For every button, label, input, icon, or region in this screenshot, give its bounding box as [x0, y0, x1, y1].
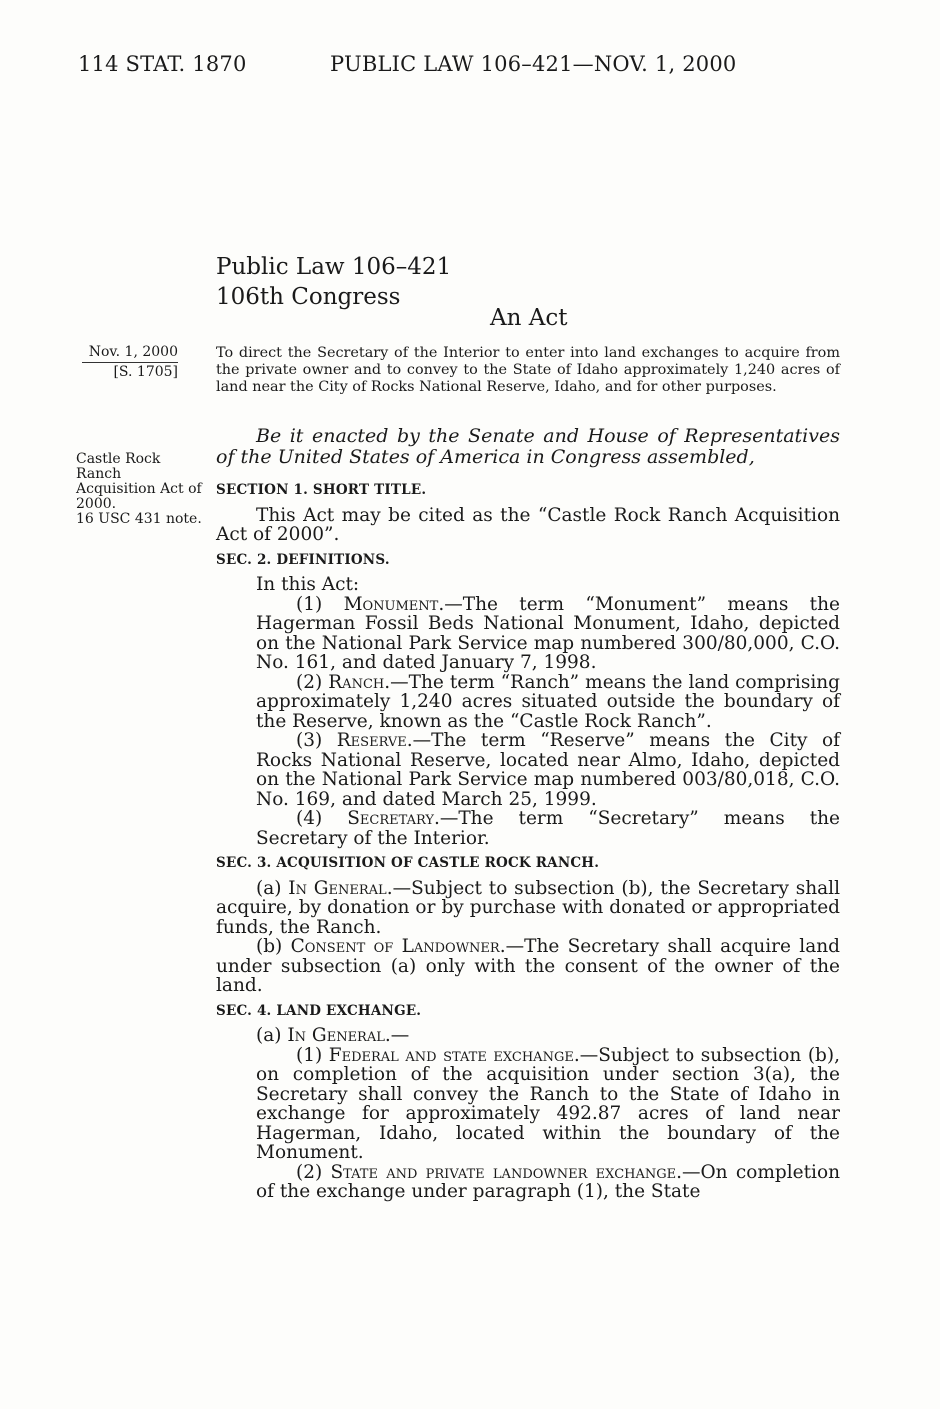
margin-date-note [76, 345, 178, 380]
section-4a [216, 1026, 840, 1046]
section-4a-2 [216, 1163, 840, 1202]
subsection-num: (b) [256, 936, 291, 957]
congress-number: 106th Congress [216, 284, 401, 310]
enacting-text: Be it enacted by the Senate and House of Representatives of the United States of America in Congress assembled, [216, 425, 840, 468]
margin-note-line: Acquisition Act of [76, 481, 202, 497]
def-text: .—The term “Ranch” means the land comprising approximately 1,240 acres situated outside the boundary of the Reserve, known as the “Castle Rock Ranch”. [256, 671, 840, 732]
definition-monument [216, 595, 840, 673]
margin-rule [82, 362, 178, 363]
an-act-heading: An Act [490, 305, 568, 331]
paragraph-num: (1) [296, 1044, 329, 1066]
subsection-text: .—The Secretary shall acquire land under subsection (a) only with the consent of the owner of the land. [216, 936, 840, 996]
section-3b [216, 937, 840, 996]
enacting-clause [216, 426, 840, 468]
purpose-clause: To direct the Secretary of the Interior to enter into land exchanges to acquire from the private owner and to convey to the State of Idaho approximately 1,240 acres of land near the City of Rocks National Reserve, Idaho, and for other purposes. [216, 345, 840, 395]
paragraph-text: .—Subject to subsection (b), on completion of the acquisition under section 3(a), the Secretary shall convey the Ranch to the State of Idaho in exchange for approximately 492.87 acres of land near Hagerman, Idaho, located within the boundary of the Monument. [256, 1044, 840, 1163]
running-header [78, 52, 737, 76]
def-term: Secretary [347, 808, 434, 829]
def-text: .—The term “Reserve” means the City of Rocks National Reserve, located near Almo, Idaho, depicted on the National Park Service map numbered 003/80,018, C.O. No. 169, and dated March 25, 1999. [256, 730, 840, 810]
bill-number: [S. 1705] [113, 364, 178, 380]
subsection-term: In General [288, 877, 387, 899]
section-4-heading: SEC. 4. LAND EXCHANGE. [216, 1002, 422, 1019]
section-1-text: This Act may be cited as the “Castle Rock Ranch Acquisition Act of 2000”. [216, 504, 840, 545]
def-num: (4) [296, 808, 348, 829]
subsection-term: In General [287, 1025, 385, 1046]
paragraph-term: State and private landowner exchange [330, 1161, 677, 1183]
section-3-heading: SEC. 3. ACQUISITION OF CASTLE ROCK RANCH. [216, 855, 600, 871]
act-body [216, 475, 840, 1202]
public-law-number: Public Law 106–421 [216, 254, 452, 280]
def-num: (1) [296, 593, 344, 615]
section-4a-1 [216, 1046, 840, 1163]
margin-citation-note [76, 452, 206, 527]
definition-secretary [216, 809, 840, 848]
section-2-heading: SEC. 2. DEFINITIONS. [216, 551, 390, 568]
def-num: (2) [296, 671, 329, 693]
subsection-num: (a) [256, 877, 289, 899]
margin-note-line: Ranch [76, 466, 122, 482]
subsection-text: .—Subject to subsection (b), the Secretary shall acquire, by donation or by purchase with donated or appropriated funds, the Ranch. [216, 877, 840, 938]
def-text: .—The term “Monument” means the Hagerman Fossil Beds National Monument, Idaho, depicted on the National Park Service map numbered 300/80,000, C.O. No. 161, and dated January 7, 1998. [256, 593, 840, 673]
subsection-num: (a) [256, 1025, 288, 1046]
def-text: .—The term “Secretary” means the Secretary of the Interior. [256, 808, 840, 849]
running-law-title: PUBLIC LAW 106–421—NOV. 1, 2000 [330, 52, 737, 76]
def-num: (3) [296, 730, 337, 751]
subsection-text: .— [384, 1025, 410, 1046]
def-term: Ranch [328, 671, 385, 693]
paragraph-term: Federal and state exchange [328, 1044, 574, 1066]
paragraph-text: .—On completion of the exchange under paragraph (1), the State [256, 1161, 841, 1202]
paragraph-num: (2) [296, 1161, 331, 1183]
definition-reserve [216, 731, 840, 809]
section-3a [216, 879, 840, 938]
def-term: Reserve [336, 730, 407, 751]
subsection-term: Consent of Landowner [290, 936, 500, 957]
section-2-intro: In this Act: [256, 574, 360, 595]
stat-page-number: 114 STAT. 1870 [78, 52, 247, 76]
margin-note-line: 2000. [76, 496, 117, 512]
margin-note-line: Castle Rock [76, 451, 161, 467]
margin-note-line: 16 USC 431 note. [76, 511, 202, 527]
definition-ranch [216, 673, 840, 732]
section-1-heading: SECTION 1. SHORT TITLE. [216, 482, 427, 498]
law-title-block [216, 252, 451, 312]
def-term: Monument [343, 593, 439, 615]
enactment-date: Nov. 1, 2000 [88, 344, 178, 360]
